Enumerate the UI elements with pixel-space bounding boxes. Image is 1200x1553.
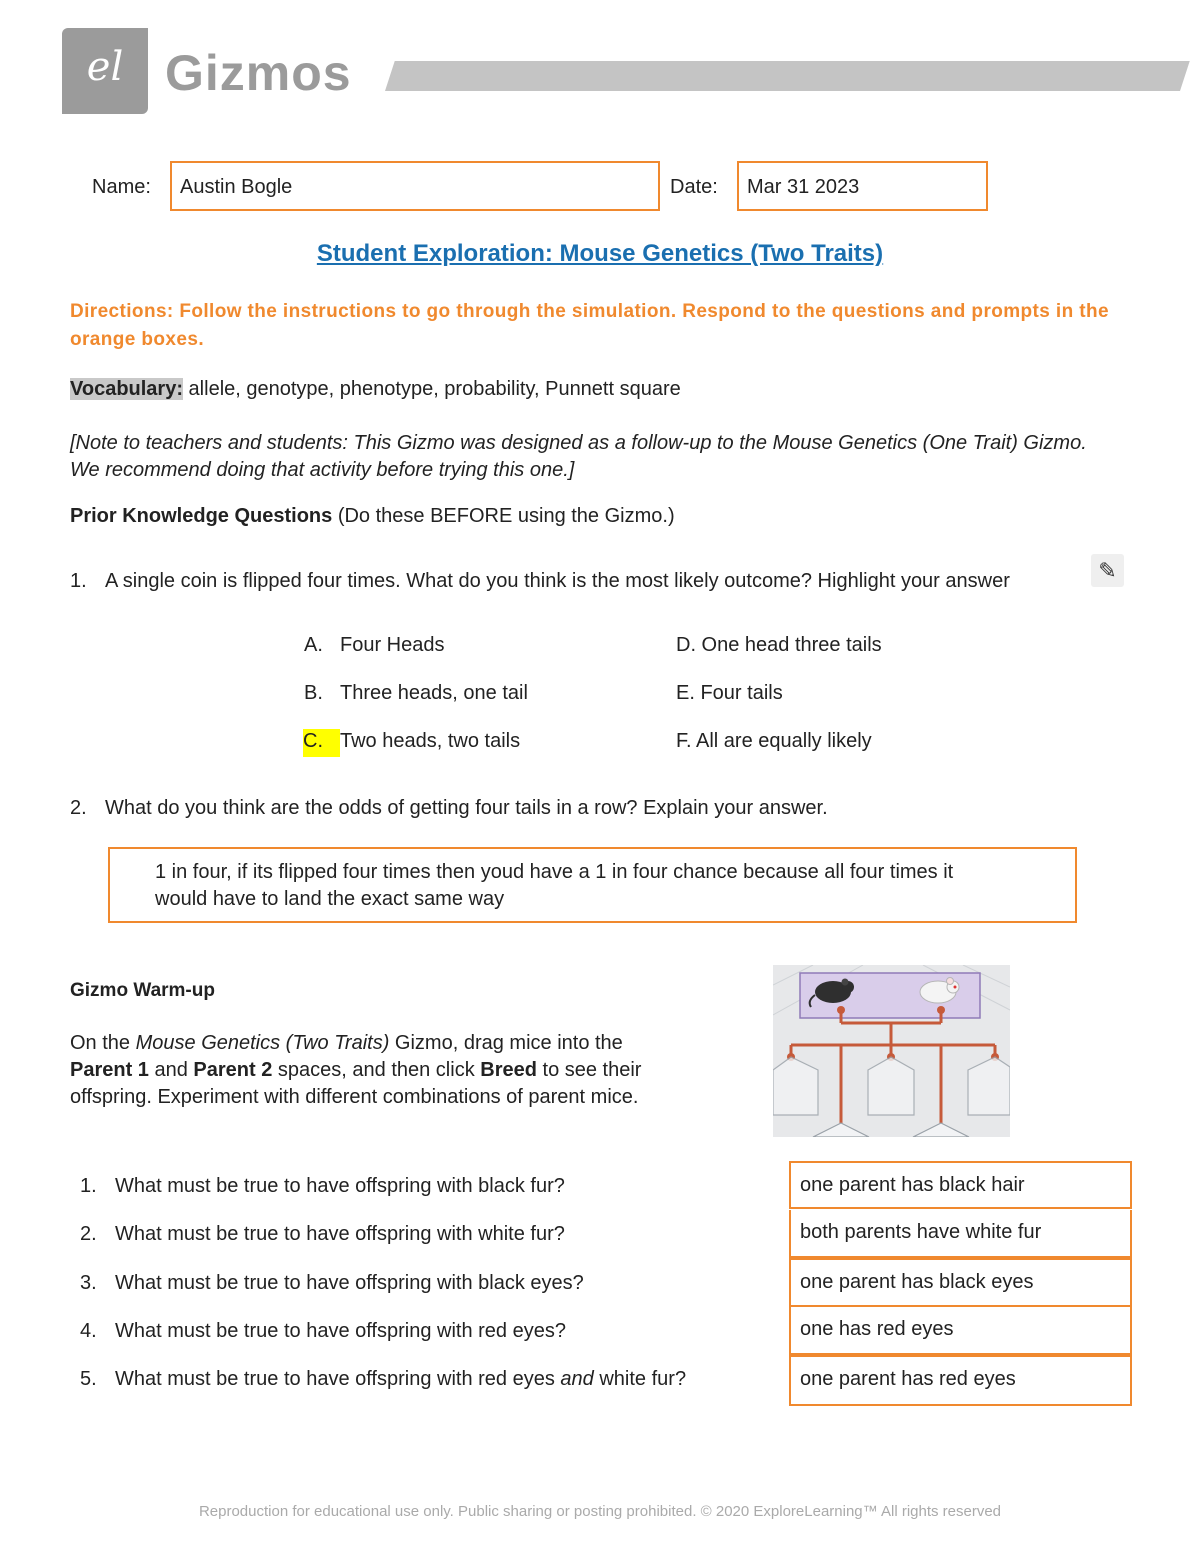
wq5-answer-field[interactable]: one parent has red eyes bbox=[789, 1355, 1132, 1406]
choice-e[interactable]: E. Four tails bbox=[676, 682, 783, 704]
q1-number: 1. bbox=[70, 570, 87, 592]
q1-text: A single coin is flipped four times. What do you think is the most likely outcome? Highlight your answer bbox=[105, 570, 1010, 592]
name-label: Name: bbox=[92, 176, 151, 198]
brand-name: Gizmos bbox=[165, 45, 352, 101]
prior-knowledge-heading bbox=[70, 503, 675, 530]
choice-a-text[interactable]: Four Heads bbox=[340, 634, 445, 656]
warmup-parent1: Parent 1 bbox=[70, 1059, 149, 1081]
warmup-text-5: to see their bbox=[536, 1059, 642, 1081]
warmup-text-4: spaces, and then click bbox=[272, 1059, 481, 1081]
choice-c-text[interactable]: Two heads, two tails bbox=[340, 730, 521, 752]
q2-answer-line1: 1 in four, if its flipped four times then youd have a 1 in four chance because all four times it bbox=[155, 861, 954, 883]
directions: Directions: Follow the instructions to go through the simulation. Respond to the questions and prompts in the orange boxes. bbox=[70, 301, 1109, 350]
teacher-note: [Note to teachers and students: This Gizmo was designed as a follow-up to the Mouse Genetics (One Trait) Gizmo. We recommend doing that activity before trying this one.] bbox=[70, 432, 1087, 481]
wq2-text: What must be true to have offspring with white fur? bbox=[115, 1223, 565, 1245]
pencil-icon[interactable]: ✎ bbox=[1091, 554, 1124, 587]
wq5-text-italic: and bbox=[560, 1368, 594, 1390]
warmup-paragraph bbox=[70, 1030, 750, 1111]
wq4-text: What must be true to have offspring with red eyes? bbox=[115, 1320, 566, 1342]
choice-f[interactable]: F. All are equally likely bbox=[676, 730, 872, 752]
warmup-heading: Gizmo Warm-up bbox=[70, 980, 215, 1001]
choice-d[interactable]: D. One head three tails bbox=[676, 634, 882, 656]
wq1-text: What must be true to have offspring with black fur? bbox=[115, 1175, 565, 1197]
q2-number: 2. bbox=[70, 797, 87, 819]
wq2-number: 2. bbox=[80, 1223, 97, 1245]
choice-b-text[interactable]: Three heads, one tail bbox=[340, 682, 528, 704]
q2-text: What do you think are the odds of getting four tails in a row? Explain your answer. bbox=[105, 797, 828, 819]
wq3-number: 3. bbox=[80, 1272, 97, 1294]
wq1-answer-field[interactable]: one parent has black hair bbox=[789, 1161, 1132, 1209]
warmup-text-6: offspring. Experiment with different combinations of parent mice. bbox=[70, 1086, 639, 1108]
q2-answer-box[interactable] bbox=[108, 847, 1077, 923]
wq5-number: 5. bbox=[80, 1368, 97, 1390]
choice-c-letter: C. bbox=[303, 730, 323, 752]
date-field[interactable]: Mar 31 2023 bbox=[737, 161, 988, 211]
wq5-text-after: white fur? bbox=[593, 1368, 687, 1390]
name-field[interactable]: Austin Bogle bbox=[170, 161, 660, 211]
wq1-number: 1. bbox=[80, 1175, 97, 1197]
warmup-text-1: On the bbox=[70, 1032, 136, 1054]
warmup-breed: Breed bbox=[480, 1059, 537, 1081]
q2-answer-line2: would have to land the exact same way bbox=[155, 888, 505, 910]
wq3-answer-field[interactable]: one parent has black eyes bbox=[789, 1258, 1132, 1307]
choice-b-letter: B. bbox=[304, 682, 323, 704]
warmup-text-2: Gizmo, drag mice into the bbox=[389, 1032, 623, 1054]
wq5-text-before: What must be true to have offspring with red eyes bbox=[115, 1368, 561, 1390]
vocabulary-label: Vocabulary: bbox=[70, 378, 183, 400]
wq3-text: What must be true to have offspring with black eyes? bbox=[115, 1272, 584, 1294]
date-label: Date: bbox=[670, 176, 718, 198]
mouse-genetics-gizmo-image bbox=[773, 965, 1010, 1137]
footer-copyright: Reproduction for educational use only. Public sharing or posting prohibited. © 2020 ExploreLearning™ All rights reserved bbox=[198, 1503, 1002, 1520]
wq2-answer-field[interactable]: both parents have white fur bbox=[789, 1210, 1132, 1258]
warmup-text-3: and bbox=[148, 1059, 194, 1081]
header-bar bbox=[385, 61, 1190, 91]
warmup-gizmo-name: Mouse Genetics (Two Traits) bbox=[135, 1032, 390, 1054]
page-title: Student Exploration: Mouse Genetics (Two Traits) bbox=[316, 240, 884, 267]
warmup-parent2: Parent 2 bbox=[193, 1059, 273, 1081]
vocabulary-terms: allele, genotype, phenotype, probability, Punnett square bbox=[183, 378, 681, 400]
wq4-answer-field[interactable]: one has red eyes bbox=[789, 1307, 1132, 1355]
prior-subheading: (Do these BEFORE using the Gizmo.) bbox=[332, 505, 675, 527]
wq5-text bbox=[115, 1368, 686, 1391]
wq4-number: 4. bbox=[80, 1320, 97, 1342]
explorelearning-logo-icon: el bbox=[86, 44, 124, 90]
prior-heading-bold: Prior Knowledge Questions bbox=[70, 505, 333, 527]
choice-a-letter: A. bbox=[304, 634, 323, 656]
vocabulary bbox=[70, 376, 681, 403]
choice-c-letter-highlighted bbox=[303, 729, 340, 757]
